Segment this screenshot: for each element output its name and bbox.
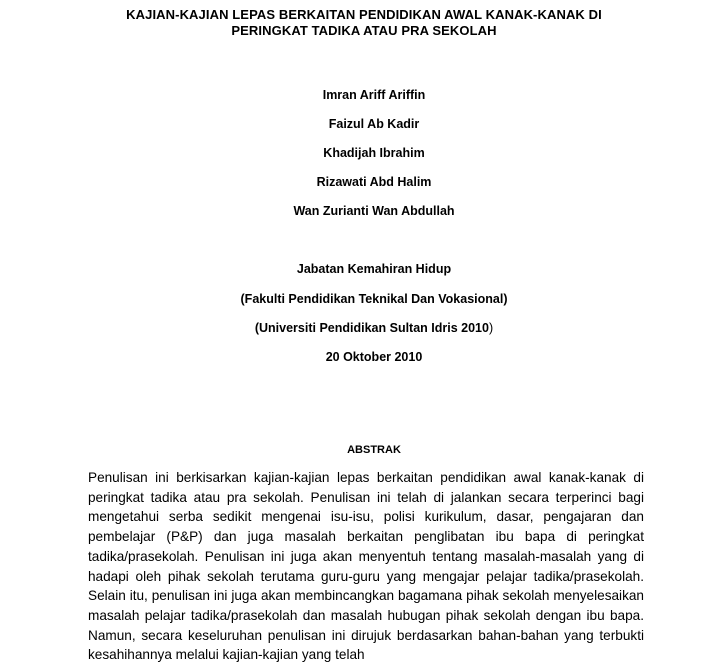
university-close-paren: ) bbox=[488, 321, 494, 335]
affiliation-faculty: (Fakulti Pendidikan Teknikal Dan Vokasional) bbox=[240, 292, 508, 306]
paper-title-line-1: KAJIAN-KAJIAN LEPAS BERKAITAN PENDIDIKAN AWAL KANAK-KANAK DI bbox=[126, 7, 602, 22]
author-name: Rizawati Abd Halim bbox=[316, 175, 432, 189]
author-name: Faizul Ab Kadir bbox=[328, 117, 420, 131]
abstract-body bbox=[88, 468, 644, 665]
university-name: (Universiti Pendidikan Sultan Idris 2010 bbox=[254, 321, 489, 335]
affiliation-university bbox=[0, 321, 728, 335]
paper-date: 20 Oktober 2010 bbox=[325, 350, 423, 364]
affiliation-department: Jabatan Kemahiran Hidup bbox=[296, 262, 452, 276]
abstract-paragraph: Penulisan ini berkisarkan kajian-kajian lepas berkaitan pendidikan awal kanak-kanak di peringkat tadika atau pra sekolah. Penulisan ini telah di jalankan secara terperinci bagi mengetahui serba sedikit mengenai isu-isu, polisi kurikulum, dasar, pengajaran dan pembelajar (P&P) dan juga masalah berkaitan penglibatan ibu bapa di peringkat tadika/prasekolah. Penulisan ini juga akan menyentuh tentang masalah-masalah yang di hadapi oleh pihak sekolah terutama guru-guru yang mengajar pelajar tadika/prasekolah. Selain itu, penulisan ini juga akan membincangkan bagamana pihak sekolah menyelesaikan masalah pelajar tadika/prasekolah dan masalah hubugan pihak sekolah dengan ibu bapa. Namun, secara keseluruhan penulisan ini dirujuk berdasarkan bahan-bahan yang terbukti kesahihannya melalui kajian-kajian yang telah bbox=[88, 470, 644, 663]
abstract-heading: ABSTRAK bbox=[347, 444, 401, 456]
paper-title-line-2: PERINGKAT TADIKA ATAU PRA SEKOLAH bbox=[231, 23, 497, 38]
author-name: Khadijah Ibrahim bbox=[323, 146, 425, 160]
author-name: Imran Ariff Ariffin bbox=[322, 88, 426, 102]
author-name: Wan Zurianti Wan Abdullah bbox=[293, 204, 455, 218]
